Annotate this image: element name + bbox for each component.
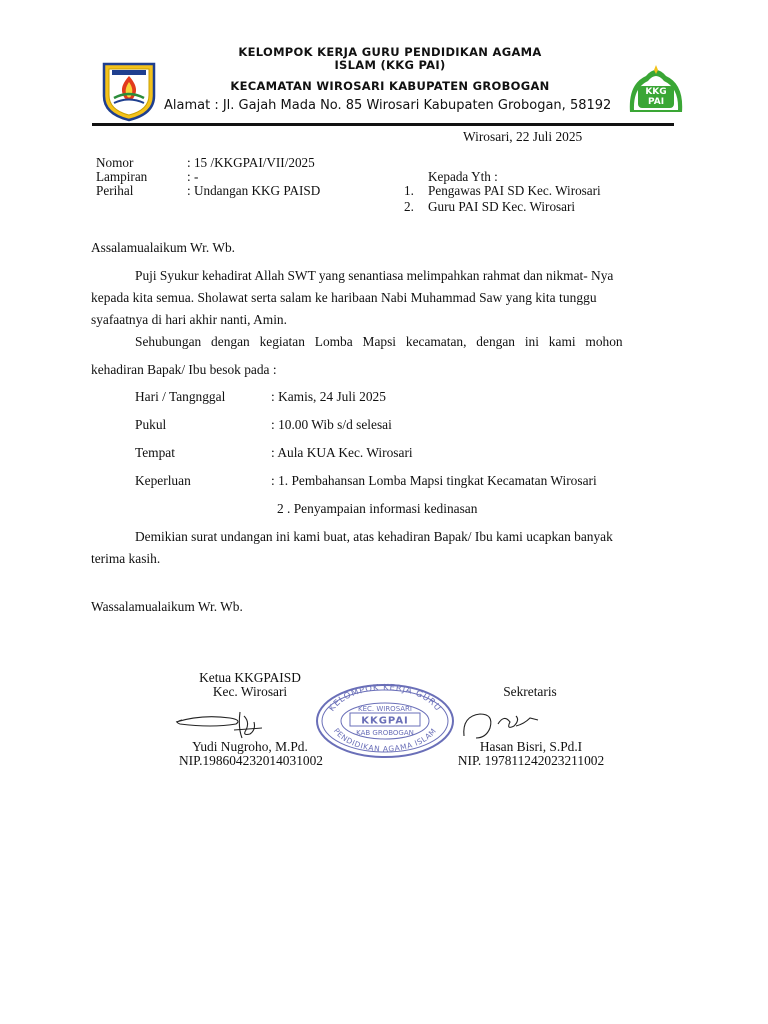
stamp-arc-bottom-text: PENDIDIKAN AGAMA ISLAM xyxy=(331,726,439,754)
left-signer-title: Ketua KKGPAISD xyxy=(199,670,301,685)
recipient-heading: Kepada Yth : xyxy=(428,169,498,184)
right-signer-title: Sekretaris xyxy=(503,684,557,699)
recipient-item: Pengawas PAI SD Kec. Wirosari xyxy=(428,183,601,198)
detail-day-value: : Kamis, 24 Juli 2025 xyxy=(271,389,386,404)
lampiran-value: : - xyxy=(187,169,199,184)
closing-paragraph-line: terima kasih. xyxy=(91,551,161,566)
detail-place-value: : Aula KUA Kec. Wirosari xyxy=(271,445,413,460)
opening-paragraph xyxy=(91,265,677,331)
left-signer-title: Kec. Wirosari xyxy=(212,684,288,699)
letterhead xyxy=(0,0,768,135)
right-signer-nip: NIP. 197811242023211002 xyxy=(457,753,605,768)
org-name-line2: ISLAM (KKG PAI) xyxy=(334,58,446,72)
nomor-value: : 15 /KKGPAI/VII/2025 xyxy=(187,155,315,170)
farewell: Wassalamualaikum Wr. Wb. xyxy=(91,599,243,614)
detail-purpose-value: 2 . Penyampaian informasi kedinasan xyxy=(277,501,478,516)
recipient-item-number: 2. xyxy=(404,199,414,214)
kkg-pai-logo xyxy=(624,62,688,114)
detail-purpose-value: : 1. Pembahansan Lomba Mapsi tingkat Kecamatan Wirosari xyxy=(271,473,597,488)
detail-time-label: Pukul xyxy=(135,417,167,432)
closing-paragraph xyxy=(91,526,677,570)
official-stamp-graphic xyxy=(314,682,456,760)
stamp-arc-top-text: KELOMPOK KERJA GURU xyxy=(327,682,443,714)
org-address: Alamat : Jl. Gajah Mada No. 85 Wirosari Kabupaten Grobogan, 58192 xyxy=(164,98,612,113)
official-stamp xyxy=(314,682,456,760)
perihal-value: : Undangan KKG PAISD xyxy=(187,183,321,198)
stamp-line-1: KEC. WIROSARI xyxy=(357,705,413,713)
detail-place-label: Tempat xyxy=(135,445,175,460)
detail-purpose-label: Keperluan xyxy=(135,473,191,488)
right-signer-name: Hasan Bisri, S.Pd.I xyxy=(479,739,583,754)
opening-paragraph-line: syafaatnya di hari akhir nanti, Amin. xyxy=(91,312,287,327)
invitation-paragraph-line: kehadiran Bapak/ Ibu besok pada : xyxy=(91,362,277,377)
closing-paragraph-line: Demikian surat undangan ini kami buat, atas kehadiran Bapak/ Ibu kami ucapkan banyak xyxy=(135,529,613,544)
org-name-line1: KELOMPOK KERJA GURU PENDIDIKAN AGAMA xyxy=(238,45,542,59)
org-region: KECAMATAN WIROSARI KABUPATEN GROBOGAN xyxy=(230,79,550,93)
opening-paragraph-line: Puji Syukur kehadirat Allah SWT yang senantiasa melimpahkan rahmat dan nikmat- Nya xyxy=(135,268,614,283)
recipient-item-number: 1. xyxy=(404,183,414,198)
stamp-line-3: KAB GROBOGAN xyxy=(356,729,414,737)
grobogan-emblem-logo xyxy=(100,60,158,122)
letterhead-divider xyxy=(92,123,674,126)
perihal-label: Perihal xyxy=(96,183,134,198)
left-signer-name: Yudi Nugroho, M.Pd. xyxy=(192,739,308,754)
recipient-item: Guru PAI SD Kec. Wirosari xyxy=(428,199,576,214)
greeting: Assalamualaikum Wr. Wb. xyxy=(91,240,236,255)
invitation-paragraph-line: Sehubungan dengan kegiatan Lomba Mapsi kecamatan, dengan ini kami mohon xyxy=(135,334,623,349)
nomor-label: Nomor xyxy=(96,155,134,170)
opening-paragraph-line: kepada kita semua. Sholawat serta salam ke haribaan Nabi Muhammad Saw yang kita tunggu xyxy=(91,290,597,305)
place-date: Wirosari, 22 Juli 2025 xyxy=(463,129,583,144)
kkg-pai-logo-text: KKG PAI xyxy=(645,87,667,107)
detail-time-value: : 10.00 Wib s/d selesai xyxy=(271,417,392,432)
left-signer-nip: NIP.198604232014031002 xyxy=(179,753,323,768)
stamp-center-text: KKGPAI xyxy=(361,715,409,727)
lampiran-label: Lampiran xyxy=(96,169,148,184)
invitation-paragraph xyxy=(91,331,677,381)
detail-day-label: Hari / Tangnggal xyxy=(135,389,226,404)
